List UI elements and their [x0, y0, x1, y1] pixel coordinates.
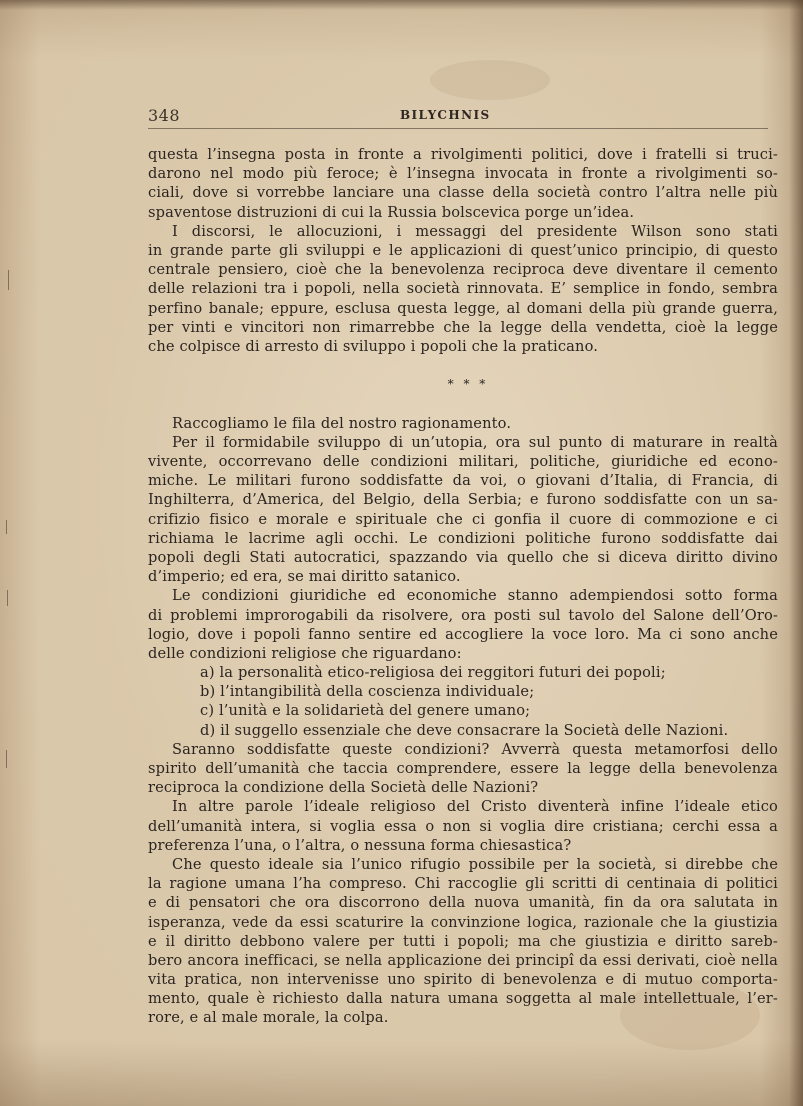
text-line: spaventose distruzioni di cui la Russia bolscevica porge un’idea.: [148, 203, 635, 221]
text-line: rore, e al male morale, la colpa.: [148, 1009, 389, 1027]
text-line: crifizio fisico e morale e spirituale che ci gonfia il cuore di commozione e ci: [148, 510, 778, 528]
text-line: e di pensatori che ora discorrono della nuova umanità, fin da ora salutata in: [148, 894, 778, 912]
spacer: [148, 356, 778, 375]
text-line: darono nel modo più feroce; è l’insegna invocata in fronte a rivolgimenti so-: [148, 165, 778, 183]
text-line: spirito dell’umanità che taccia comprendere, essere la legge della benevolenza: [148, 760, 778, 777]
text-line: perfino banale; eppure, esclusa questa legge, al domani della più grande guerra,: [148, 299, 778, 317]
text-line: In altre parole l’ideale religioso del Cristo diventerà infine l’ideale etico: [172, 798, 778, 816]
text-line: Per il formidabile sviluppo di un’utopia, ora sul punto di maturare in realtà: [172, 433, 778, 451]
text-line: c) l’unità e la solidarietà del genere umano;: [200, 702, 531, 720]
text-line: vita pratica, non intervenisse uno spirito di benevolenza e di mutuo comporta-: [148, 971, 778, 989]
page-top-shadow: [0, 0, 803, 10]
text-line: questa l’insegna posta in fronte a rivolgimenti politici, dove i fratelli si truci-: [148, 146, 778, 163]
text-line: richiama le lacrime agli occhi. Le condizioni politiche furono soddisfatte dai: [148, 529, 778, 547]
text-line: dell’umanità intera, si voglia essa o non si voglia dire cristiana; cerchi essa a: [148, 817, 778, 835]
text-line: miche. Le militari furono soddisfatte da voi, o giovani d’Italia, di Francia, di: [148, 472, 778, 490]
text-line: in grande parte gli sviluppi e le applicazioni di quest’unico principio, di questo: [148, 241, 778, 259]
left-margin-marks: [0, 0, 30, 1106]
running-head: BILYCHNIS: [400, 108, 491, 122]
header-rule: [148, 128, 768, 129]
text-line: bero ancora inefficaci, se nella applicazione dei principî da essi derivati, cioè nella: [148, 951, 778, 969]
text-line: preferenza l’una, o l’altra, o nessuna forma chiesastica?: [148, 836, 572, 854]
text-line: logio, dove i popoli fanno sentire ed accogliere la voce loro. Ma ci sono anche: [148, 625, 778, 643]
paragraph-block-2: [148, 414, 778, 1028]
text-line: Inghilterra, d’America, del Belgio, della Serbia; e furono soddisfatte con un sa-: [148, 491, 778, 509]
paper-stain: [430, 60, 550, 100]
text-line: di problemi improrogabili da risolvere, ora posti sul tavolo del Salone dell’Oro-: [148, 606, 778, 624]
text-line: la ragione umana l’ha compreso. Chi raccoglie gli scritti di centinaia di politici: [148, 875, 778, 893]
text-line: e il diritto debbono valere per tutti i popoli; ma che giustizia e diritto sareb-: [148, 932, 778, 950]
text-line: Saranno soddisfatte queste condizioni? Avverrà questa metamorfosi dello: [172, 740, 778, 758]
margin-mark: [6, 520, 7, 534]
text-line: a) la personalità etico-religiosa dei reggitori futuri dei popoli;: [200, 664, 666, 682]
text-line: che colpisce di arresto di sviluppo i popoli che la praticano.: [148, 337, 599, 355]
margin-mark: [6, 750, 7, 768]
page-number: 348: [148, 106, 181, 125]
text-line: Che questo ideale sia l’unico rifugio possibile per la società, si direbbe che: [172, 855, 778, 873]
page-header: [148, 104, 768, 126]
text-line: vivente, occorrevano delle condizioni militari, politiche, giuridiche ed econo-: [148, 453, 778, 470]
text-line: Raccogliamo le fila del nostro ragionamento.: [172, 414, 512, 432]
section-separator: * * *: [447, 377, 489, 392]
text-line: reciproca la condizione della Società delle Nazioni?: [148, 779, 539, 797]
text-line: delle condizioni religiose che riguardano:: [148, 644, 462, 662]
text-line: ciali, dove si vorrebbe lanciare una classe della società contro l’altra nelle più: [148, 184, 778, 202]
text-line: isperanza, vede da essi scaturire la convinzione logica, razionale che la giustizia: [148, 913, 778, 931]
text-line: per vinti e vincitori non rimarrebbe che la legge della vendetta, cioè la legge: [148, 318, 778, 336]
text-line: popoli degli Stati autocratici, spazzando via quello che si diceva diritto divino: [148, 548, 778, 566]
page-right-shadow: [789, 0, 803, 1106]
spacer: [148, 394, 778, 413]
text-line: I discorsi, le allocuzioni, i messaggi del presidente Wilson sono stati: [172, 222, 778, 240]
body-text: [148, 145, 778, 1028]
paragraph-block-1: [148, 145, 778, 356]
text-line: centrale pensiero, cioè che la benevolenza reciproca deve diventare il cemento: [148, 261, 778, 279]
text-line: b) l’intangibilità della coscienza individuale;: [200, 683, 535, 701]
text-line: mento, quale è richiesto dalla natura umana soggetta al male intellettuale, l’er-: [148, 990, 778, 1008]
margin-mark: [8, 270, 9, 290]
text-line: Le condizioni giuridiche ed economiche stanno adempiendosi sotto forma: [172, 587, 778, 605]
text-line: d) il suggello essenziale che deve consacrare la Società delle Nazioni.: [200, 721, 729, 739]
text-line: delle relazioni tra i popoli, nella società rinnovata. E’ semplice in fondo, sembra: [148, 280, 778, 298]
text-line: d’imperio; ed era, se mai diritto satanico.: [148, 568, 461, 586]
margin-mark: [7, 590, 8, 606]
